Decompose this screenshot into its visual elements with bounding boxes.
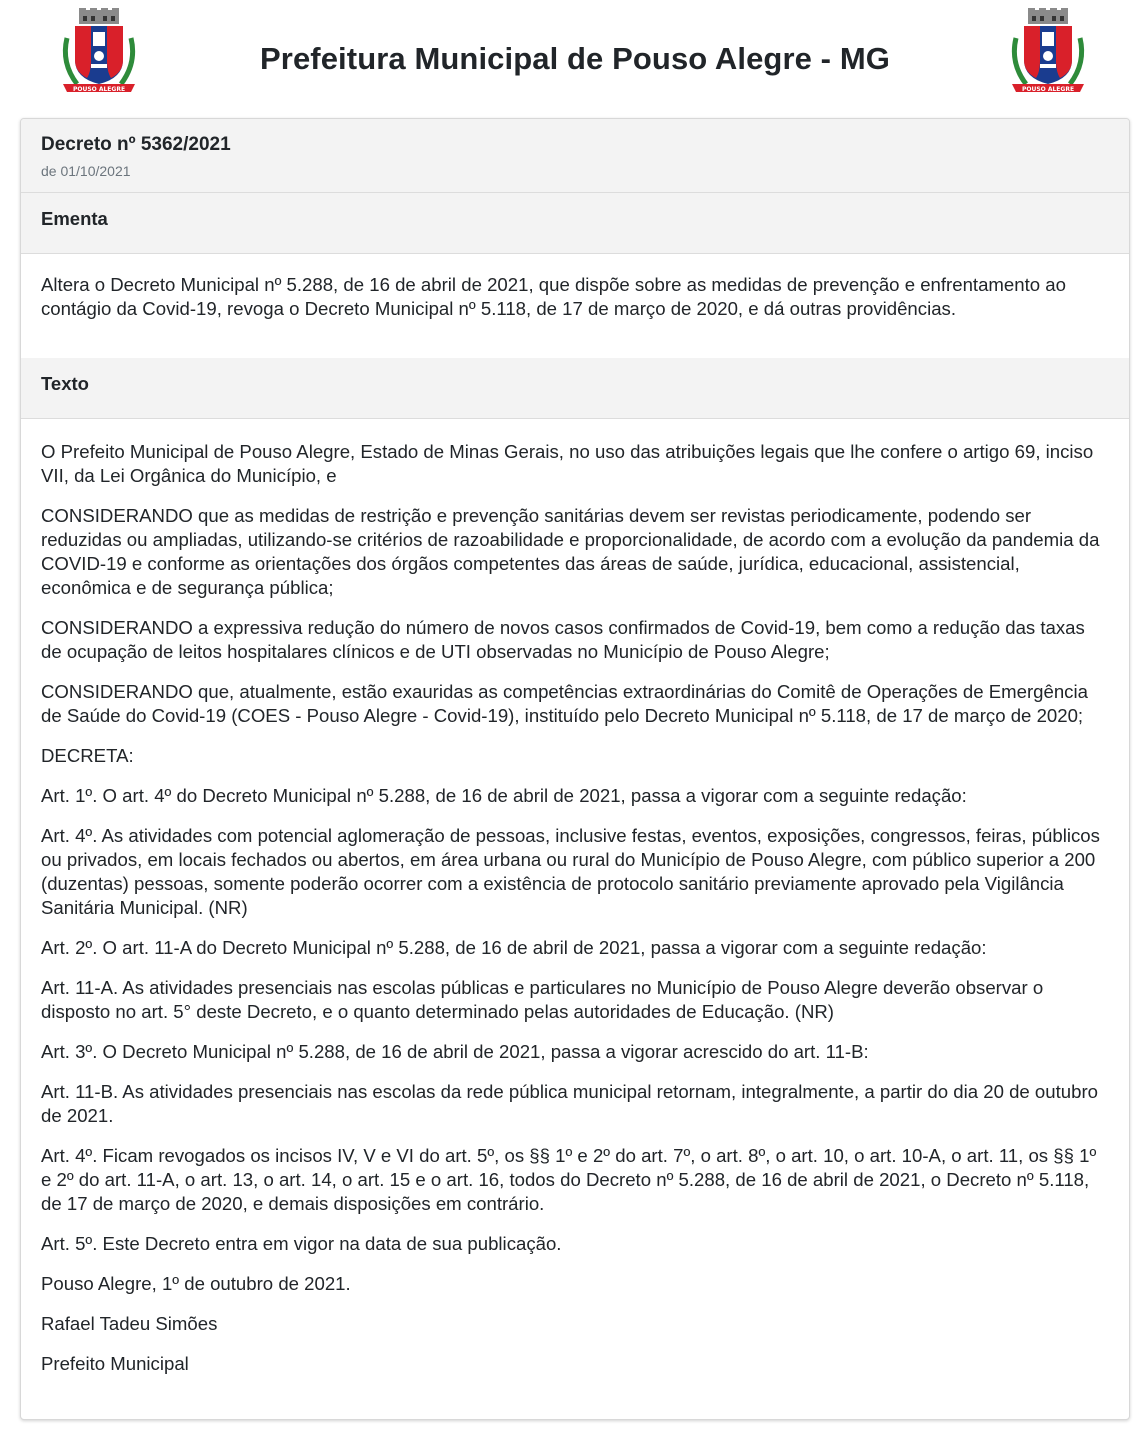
coat-of-arms-icon [1006, 8, 1090, 100]
texto-paragraph: DECRETA: [41, 745, 134, 766]
texto-heading: Texto [21, 358, 1129, 419]
decree-number: Decreto nº 5362/2021 [41, 134, 231, 155]
texto-paragraph: CONSIDERANDO que, atualmente, estão exauridas as competências extraordinárias do Comitê de Operações de Emergência de Saúde do Covid-19 (COES - Pouso Alegre - Covid-19), instituído pelo Decreto Municipal nº 5.118, de 17 de março de 2020; [41, 681, 1088, 726]
municipal-crest-right [1006, 8, 1090, 100]
decree-card [20, 118, 1130, 1420]
texto-paragraph: O Prefeito Municipal de Pouso Alegre, Estado de Minas Gerais, no uso das atribuições legais que lhe confere o artigo 69, inciso VII, da Lei Orgânica do Município, e [41, 441, 1094, 486]
texto-paragraph: Art. 5º. Este Decreto entra em vigor na data de sua publicação. [41, 1233, 562, 1254]
ementa-heading: Ementa [21, 193, 1129, 254]
ementa-text: Altera o Decreto Municipal nº 5.288, de 16 de abril de 2021, que dispõe sobre as medidas de prevenção e enfrentamento ao contágio da Covid-19, revoga o Decreto Municipal nº 5.118, de 17 de março de 2020, e dá outras providências. [41, 274, 1066, 319]
texto-paragraph: Art. 3º. O Decreto Municipal nº 5.288, de 16 de abril de 2021, passa a vigorar acrescido do art. 11-B: [41, 1041, 869, 1062]
svg-text:POUSO ALEGRE: POUSO ALEGRE [1021, 86, 1075, 93]
decree-header [21, 119, 1129, 193]
site-header [0, 0, 1144, 112]
signatory-name: Rafael Tadeu Simões [41, 1313, 218, 1334]
signatory-title: Prefeito Municipal [41, 1353, 189, 1374]
texto-paragraph: Art. 11-B. As atividades presenciais nas escolas da rede pública municipal retornam, integralmente, a partir do dia 20 de outubro de 2021. [41, 1081, 1098, 1126]
texto-paragraph: CONSIDERANDO que as medidas de restrição e prevenção sanitárias devem ser revistas periodicamente, podendo ser reduzidas ou ampliadas, utilizando-se critérios de razoabilidade e proporcionalidade, de acordo com a evolução da pandemia da COVID-19 e conforme as orientações dos órgãos competentes das áreas de saúde, jurídica, educacional, assistencial, econômica e de segurança pública; [41, 505, 1100, 598]
texto-paragraph: Art. 11-A. As atividades presenciais nas escolas públicas e particulares no Município de Pouso Alegre deverão observar o disposto no art. 5° deste Decreto, e o quanto determinado pelas autoridades de Educação. (NR) [41, 977, 1044, 1022]
texto-paragraph: CONSIDERANDO a expressiva redução do número de novos casos confirmados de Covid-19, bem como a redução das taxas de ocupação de leitos hospitalares clínicos e de UTI observadas no Município de Pouso Alegre; [41, 617, 1085, 662]
decree-date: de 01/10/2021 [41, 163, 131, 179]
texto-body [21, 419, 1129, 1376]
texto-paragraph: Art. 4º. Ficam revogados os incisos IV, V e VI do art. 5º, os §§ 1º e 2º do art. 7º, o art. 8º, o art. 10, o art. 10-A, o art. 11, os §§ 1º e 2º do art. 11-A, o art. 13, o art. 14, o art. 15 e o art. 16, todos do Decreto nº 5.288, de 16 de abril de 2021, o Decreto nº 5.118, de 17 de março de 2020, e demais disposições em contrário. [41, 1145, 1097, 1214]
ementa-body [21, 254, 1129, 358]
site-title: Prefeitura Municipal de Pouso Alegre - MG [260, 41, 890, 76]
texto-paragraph: Art. 1º. O art. 4º do Decreto Municipal nº 5.288, de 16 de abril de 2021, passa a vigorar com a seguinte redação: [41, 785, 967, 806]
texto-paragraph: Pouso Alegre, 1º de outubro de 2021. [41, 1273, 351, 1294]
texto-paragraph: Art. 4º. As atividades com potencial aglomeração de pessoas, inclusive festas, eventos, exposições, congressos, feiras, públicos ou privados, em locais fechados ou abertos, em área urbana ou rural do Município de Pouso Alegre, com público superior a 200 (duzentas) pessoas, somente poderão ocorrer com a existência de protocolo sanitário previamente aprovado pela Vigilância Sanitária Municipal. (NR) [41, 825, 1100, 918]
svg-text:POUSO ALEGRE: POUSO ALEGRE [72, 86, 126, 93]
texto-paragraph: Art. 2º. O art. 11-A do Decreto Municipal nº 5.288, de 16 de abril de 2021, passa a vigorar com a seguinte redação: [41, 937, 987, 958]
